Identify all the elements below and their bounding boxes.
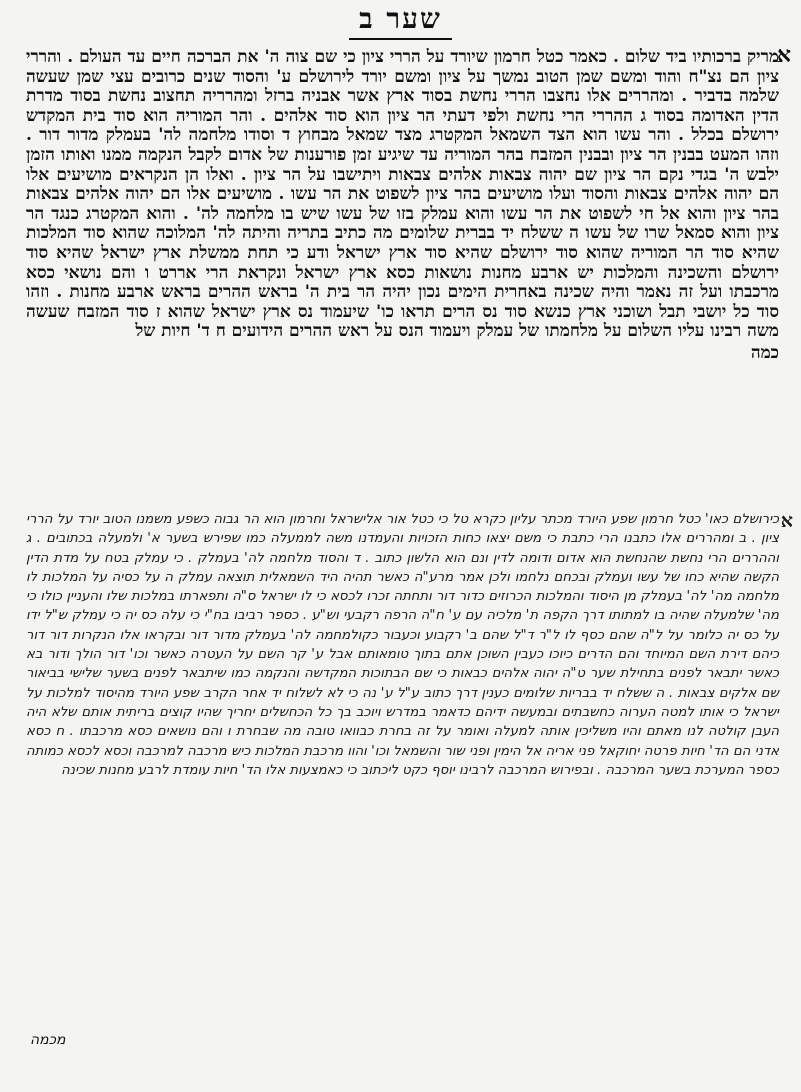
- commentary-section-marker: א: [780, 510, 793, 532]
- main-section-marker: א: [776, 42, 791, 68]
- commentary-text: כירושלם כאו' כטל חרמון שפע היורד מכתר עליון כקרא טל כי כטל אור אלישראל וחרמון הוא הר גבוה כשפע משמנו הטוב יורד על הררי ציון . ב ומהררים אלו כתבנו הרי כתבת כי משם יצאו כחות הזכויות והעמדנו משה לממעלה כמו שפירש בשער א' ולמעלה בכתובים . ג וההררים הרי נחשת שהנחשת הוא אדום ודומה לדין ונם הוא הלשון כתוב . ד והסוד מלחמה לה' בעמלק . כי עמלק בטח על מדת הדין הקשה שהיא כחו של עשו ועמלק ובכחם נלחמו ולכן אמר מרע"ה כאשר תהיה היד השמאלית תוצאה עמלק ה על כסיה על המלכות לו מלחמה מה' לה' בעמלק מן היסוד והמלכות הכרוזים כדור דור ותחתה זכרו לכסא כי לו ישראל ס"ה ותפארתו במלכות שלו והעניין כולו כי מה' שלמעלה שהיה בו למתותו דרך הקפה ת' מלכיה עם ע' ח"ה הרפה רקבעי וש"ע . כספר רביבו בח"י כי עלה כס יה כי עמלק ש"ל ידו על כס יה כלומר על ל"ה שהם כסף לו ל"ר ד"ל שהם ב' רקבוע וכעבור כקולמחמה לה' בעמלק מדור דור ובקראו אלו הנקרות דור דור כיהם דירת השם המיוחד והם הדרים כיוכו כעבין השוכן אתם בתוך טומאותם אבל ע' קר השם על העטרה כאשר וכו' דור הולך ודור בא כאשר יתבאר לפנים בתחילת שער ט"ה יהוה אלהים כבאות כי שם הבתוכות המקדשה והנקמה כמו שיתבאר לפנים בשער שלישי בביאור שם אלקים צבאות . ה ששלח יד בבריות שלומים כענין דרך כתוב ע"ל ע' נה כי לא לשלוח יד אחר הקרב שפע היורד מהיסוד למלכות על ישראל כי אותו למטה הערוה כחשבתים ובמעשה ידיהם כדאמר במדרש ויוכב בך כל הכחשלים יחריך שהיו קוצים בריתית אותם שלא היה העבן קולטה לנו מאתם והיו משליכין אותה למעלה ואומר על זה בחרת כבוואו טובה מה שבחרת ו והם נושאים כסא מרכבתו . ח כסא אדני הם הד' חיות פרטה יחוקאל פני אריה אל הימין ופני שור והשמאל וכו' והוו מרכבת המלכות כיש מרכבה למרכבה וכסא לכסא כמותה כספר המערכת בשער המרכבה . ובפירוש המרכבה לרבינו יוסף כקט ליכתוב כי כאמצעות אלו הד' חיות עומדת לרבע מחנות שכינה: [26, 512, 779, 778]
- main-end-word: כמה: [750, 342, 779, 363]
- page-header: [0, 0, 801, 44]
- commentary-block: [26, 510, 793, 965]
- catchword: מכמה: [30, 1032, 66, 1048]
- main-text: מריק ברכותיו ביד שלום . כאמר כטל חרמון שיורד על הררי ציון כי שם צוה ה' את הברכה חיים עד העולם . והררי ציון הם נצ"ח והוד ומשם שמן הטוב נמשך על ציון ומשם יורד לירושלם ע' והסוד שנים כרובים עצי שמן שעשה שלמה בדביר . ומהררים אלו נחצבו הררי נחשת בסוד ארץ אשר אבניה ברזל ומהרריה תחצוב נחשת בסוד מדרת הדין האדומה בסוד ג ההררי הרי נחשת ולפי דעתי הר ציון הוא סוד אלהים . והר המוריה הוא סוד בית המקדש ירושלם בכלל . והר עשו הוא הצד השמאל המקטרג מצד שמאל מבחוץ ד וסודו מלחמה לה' בעמלק מדור דור . וזהו המעט בבנין הר ציון ובבנין המזבח בהר המוריה עד שיגיע זמן פורענות של אדום לקבל הנקמה ממנו ואותו הזמן ילבש ה' בגדי נקם הר ציון שם יהוה צבאות אלהים צבאות ויתישבו על הר ציון . ואלו הן הנקראים מושיעים אלו הם יהוה אלהים צבאות והסוד ועלו מושיעים בהר ציון לשפוט את הר עשו . מושיעים אלו הם יהוה אלהים צבאות בהר ציון והוא אל חי לשפוט את הר עשו והוא עמלק בזו של עשו שיש בו מלחמה לה' . והוא המקטרג כנגד הר ציון והוא סמאל שרו של עשו ה ששלח יד בברית שלומים מה כתיב בתריה והיתה לה' המלוכה שהוא סוד המלכות שהיא סוד הר המוריה שהוא סוד ירושלם שהיא סוד ארץ ישראל ודע כי תחת ממשלת ארץ ישראל שהיא סוד ירושלם והשכינה והמלכות יש ארבע מחנות נושאות כסא ארץ ישראל ונקראת הרי אררט ו והם נושאי כסא מרכבתו ועל זה נאמר והיה שכינה באחרית הימים נכון יהיה הר בית ה' בראש ההרים בראש ארבע מחנות . וזהו סוד כל יושבי תבל ושוכני ארץ כנשא סוד נס הרים תראו כו' שיעמוד נס ארץ ישראל שהוא ז סוד המזבח שעשה משה רבינו עליו השלום על מלחמתו של עמלק ויעמוד הנס על ראש ההרים הידועים ח ד' חיות של: [26, 47, 780, 342]
- page-title: שער ב: [349, 2, 452, 40]
- main-text-block: [26, 42, 791, 488]
